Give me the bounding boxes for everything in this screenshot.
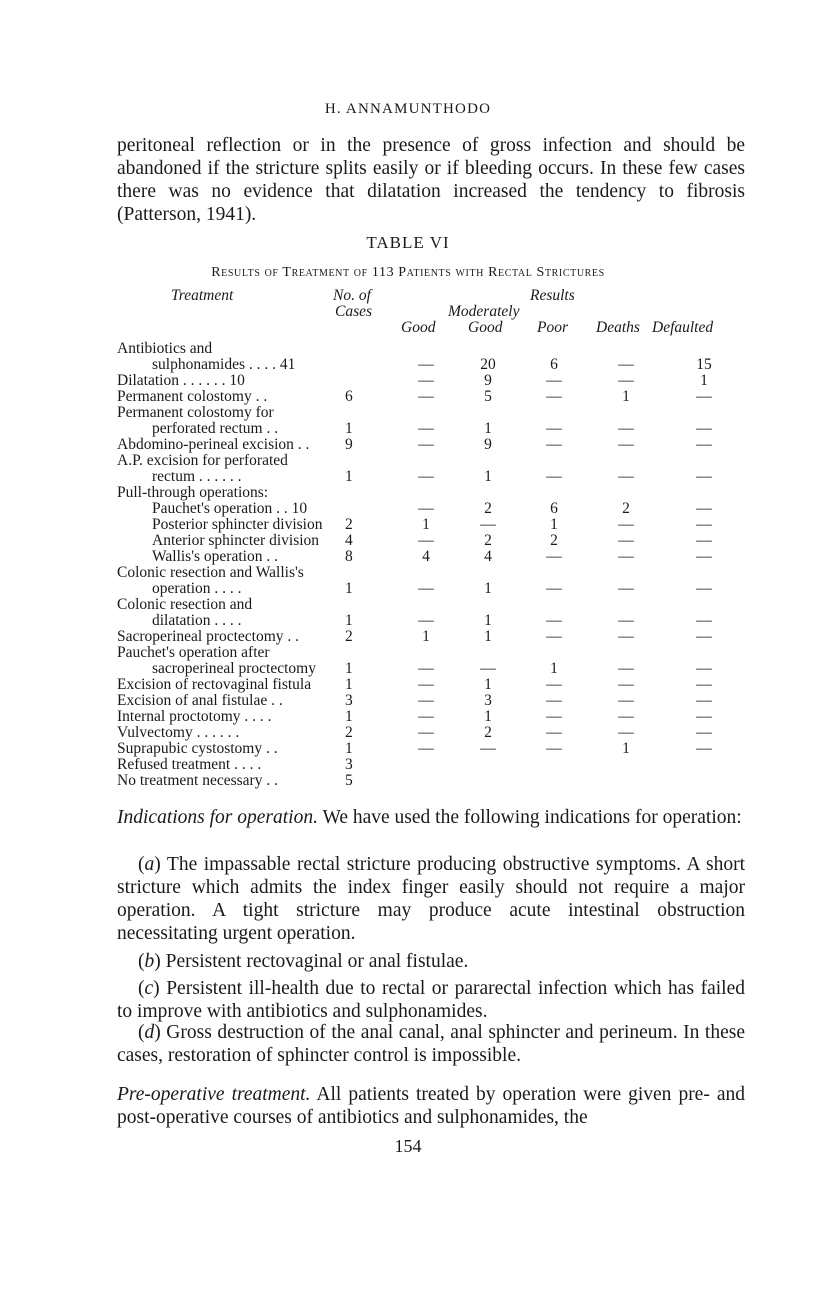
table-row	[117, 725, 745, 741]
moderately-good-cell: 9	[484, 372, 492, 389]
treatment-cell: Pull-through operations:	[117, 484, 269, 501]
table-row	[117, 565, 745, 581]
table-row	[117, 773, 745, 789]
good-cell: —	[418, 692, 434, 709]
cases-cell: 1	[345, 468, 353, 485]
moderately-good-cell: —	[480, 660, 496, 677]
moderately-good-cell	[457, 757, 519, 773]
item-a: (a) The impassable rectal stricture producing obstructive symptoms. A short stricture which admits the index finger easily should not require a major operation. A tight stricture may produce acute intestinal obstruction necessitating urgent operation.	[117, 854, 745, 944]
defaulted-cell: —	[696, 692, 712, 709]
good-cell	[395, 485, 457, 501]
cases-cell: 1	[345, 612, 353, 629]
moderately-good-cell: 9	[484, 436, 492, 453]
moderately-good-cell	[457, 565, 519, 581]
deaths-cell	[589, 597, 663, 613]
treatment-cell: Posterior sphincter division	[152, 516, 323, 533]
defaulted-cell	[663, 773, 745, 789]
poor-cell	[519, 645, 589, 661]
good-cell: —	[418, 612, 434, 629]
poor-cell	[519, 405, 589, 421]
item-d-letter: d	[144, 1022, 155, 1043]
moderately-good-cell: —	[480, 740, 496, 757]
treatment-cell: Colonic resection and	[117, 596, 253, 613]
treatment-cell: Suprapubic cystostomy . .	[117, 740, 278, 757]
moderately-good-cell: 1	[484, 612, 492, 629]
table-row	[117, 389, 745, 405]
cases-cell: 2	[345, 724, 353, 741]
table-row	[117, 501, 745, 517]
item-c: (c) Persistent ill-health due to rectal or pararectal infection which has failed to improve with antibiotics and sulphonamides.	[117, 978, 745, 1022]
moderately-good-cell	[457, 485, 519, 501]
cases-cell: 3	[345, 756, 353, 773]
good-cell: —	[418, 468, 434, 485]
defaulted-cell: —	[696, 532, 712, 549]
header-deaths: Deaths	[596, 319, 640, 336]
cases-cell	[345, 453, 395, 469]
cases-cell: 1	[345, 740, 353, 757]
moderately-good-cell: 1	[484, 580, 492, 597]
treatment-cell: Pauchet's operation after	[117, 644, 270, 661]
treatment-cell: rectum . . . . . .	[152, 468, 242, 485]
cases-cell: 2	[345, 628, 353, 645]
table-row	[117, 709, 745, 725]
good-cell: —	[418, 708, 434, 725]
item-a-letter: a	[144, 854, 155, 875]
item-c-letter: c	[144, 978, 154, 999]
table-row	[117, 533, 745, 549]
treatment-cell: Permanent colostomy . .	[117, 388, 268, 405]
deaths-cell: —	[618, 692, 634, 709]
good-cell: —	[418, 436, 434, 453]
moderately-good-cell: 2	[484, 500, 492, 517]
poor-cell: —	[546, 372, 562, 389]
good-cell	[395, 757, 457, 773]
good-cell: 4	[422, 548, 430, 565]
table-row	[117, 693, 745, 709]
treatment-cell: Anterior sphincter division	[152, 532, 320, 549]
moderately-good-cell	[457, 773, 519, 789]
item-a-text: The impassable rectal stricture producing obstructive symptoms. A short stricture which admits the index finger easily should not require a major operation. A tight stricture may produce acute intestinal obstruction necessitating urgent operation.	[117, 854, 745, 944]
defaulted-cell	[663, 485, 745, 501]
table-row	[117, 677, 745, 693]
table-row	[117, 645, 745, 661]
good-cell	[395, 565, 457, 581]
good-cell: —	[418, 356, 434, 373]
poor-cell: —	[546, 580, 562, 597]
defaulted-cell: —	[696, 516, 712, 533]
table-row	[117, 549, 745, 565]
defaulted-cell: —	[696, 612, 712, 629]
poor-cell: —	[546, 740, 562, 757]
good-cell	[395, 773, 457, 789]
defaulted-cell	[663, 645, 745, 661]
table-row	[117, 373, 745, 389]
moderately-good-cell	[457, 645, 519, 661]
poor-cell: 1	[550, 516, 558, 533]
treatment-cell: sulphonamides . . . . 41	[152, 356, 296, 373]
treatment-cell: Wallis's operation . .	[152, 548, 278, 565]
deaths-cell	[589, 645, 663, 661]
deaths-cell: —	[618, 676, 634, 693]
good-cell: —	[418, 372, 434, 389]
poor-cell: —	[546, 724, 562, 741]
defaulted-cell	[663, 597, 745, 613]
cases-cell: 4	[345, 532, 353, 549]
deaths-cell	[589, 565, 663, 581]
header-poor: Poor	[537, 319, 568, 336]
good-cell: —	[418, 580, 434, 597]
poor-cell: —	[546, 388, 562, 405]
deaths-cell: —	[618, 420, 634, 437]
table-caption: Results of Treatment of 113 Patients with Rectal Strictures	[211, 265, 605, 280]
defaulted-cell	[663, 757, 745, 773]
good-cell: —	[418, 676, 434, 693]
deaths-cell: —	[618, 468, 634, 485]
defaulted-cell: —	[696, 724, 712, 741]
poor-cell	[519, 757, 589, 773]
defaulted-cell: —	[696, 628, 712, 645]
treatment-cell: Antibiotics and	[117, 340, 213, 357]
cases-cell: 3	[345, 692, 353, 709]
defaulted-cell: —	[696, 660, 712, 677]
table-row	[117, 405, 745, 421]
deaths-cell: —	[618, 372, 634, 389]
poor-cell: —	[546, 628, 562, 645]
table-row	[117, 453, 745, 469]
table-row	[117, 661, 745, 677]
cases-cell: 1	[345, 580, 353, 597]
header-cases-line2: Cases	[335, 303, 373, 320]
running-head: H. ANNAMUNTHODO	[324, 101, 492, 117]
cases-cell	[345, 341, 395, 357]
cases-cell: 8	[345, 548, 353, 565]
defaulted-cell	[663, 565, 745, 581]
cases-cell: 9	[345, 436, 353, 453]
table-row	[117, 421, 745, 437]
table-row	[117, 357, 745, 373]
treatment-cell: Excision of rectovaginal fistula	[117, 676, 312, 693]
moderately-good-cell: —	[480, 516, 496, 533]
treatment-cell: Colonic resection and Wallis's	[117, 564, 304, 581]
table-row	[117, 437, 745, 453]
moderately-good-cell: 1	[484, 468, 492, 485]
page-number: 154	[394, 1136, 422, 1156]
indications-heading: Indications for operation.	[117, 807, 318, 828]
table-row	[117, 741, 745, 757]
deaths-cell: —	[618, 708, 634, 725]
poor-cell: —	[546, 612, 562, 629]
table-row	[117, 597, 745, 613]
poor-cell	[519, 773, 589, 789]
defaulted-cell	[663, 453, 745, 469]
cases-cell	[345, 485, 395, 501]
defaulted-cell: —	[696, 708, 712, 725]
poor-cell: —	[546, 708, 562, 725]
item-b: (b) Persistent rectovaginal or anal fistulae.	[138, 951, 469, 972]
defaulted-cell: —	[696, 580, 712, 597]
header-cases-line1: No. of	[333, 287, 371, 304]
treatment-cell: Abdomino-perineal excision . .	[117, 436, 310, 453]
good-cell	[395, 645, 457, 661]
defaulted-cell: —	[696, 420, 712, 437]
item-c-text: Persistent ill-health due to rectal or pararectal infection which has failed to improve with antibiotics and sulphonamides.	[117, 978, 745, 1022]
header-defaulted: Defaulted	[652, 319, 714, 336]
defaulted-cell	[663, 405, 745, 421]
good-cell: —	[418, 660, 434, 677]
poor-cell: 1	[550, 660, 558, 677]
header-results: Results	[530, 287, 575, 304]
deaths-cell: —	[618, 516, 634, 533]
table-row	[117, 341, 745, 357]
table-row	[117, 485, 745, 501]
deaths-cell	[589, 757, 663, 773]
deaths-cell: —	[618, 628, 634, 645]
treatment-cell: Pauchet's operation . . 10	[152, 500, 308, 517]
deaths-cell	[589, 453, 663, 469]
treatment-cell: operation . . . .	[152, 580, 242, 597]
treatment-cell: Internal proctotomy . . . .	[117, 708, 272, 725]
good-cell	[395, 453, 457, 469]
good-cell: —	[418, 388, 434, 405]
poor-cell	[519, 453, 589, 469]
defaulted-cell: 1	[700, 372, 708, 389]
good-cell: 1	[422, 628, 430, 645]
poor-cell: —	[546, 436, 562, 453]
treatment-cell: perforated rectum . .	[152, 420, 279, 437]
deaths-cell: —	[618, 612, 634, 629]
deaths-cell: —	[618, 356, 634, 373]
poor-cell	[519, 565, 589, 581]
good-cell: —	[418, 740, 434, 757]
defaulted-cell: —	[696, 548, 712, 565]
good-cell: —	[418, 500, 434, 517]
poor-cell	[519, 341, 589, 357]
header-treatment: Treatment	[171, 287, 234, 304]
good-cell: 1	[422, 516, 430, 533]
poor-cell: 6	[550, 356, 558, 373]
moderately-good-cell: 1	[484, 676, 492, 693]
defaulted-cell: 15	[696, 356, 712, 373]
deaths-cell: —	[618, 660, 634, 677]
moderately-good-cell: 2	[484, 532, 492, 549]
cases-cell: 1	[345, 660, 353, 677]
table-row	[117, 469, 745, 485]
deaths-cell	[589, 341, 663, 357]
treatment-cell: dilatation . . . .	[152, 612, 242, 629]
treatment-cell: Refused treatment . . . .	[117, 756, 262, 773]
defaulted-cell	[663, 341, 745, 357]
cases-cell: 1	[345, 676, 353, 693]
poor-cell: —	[546, 548, 562, 565]
moderately-good-cell	[457, 453, 519, 469]
poor-cell: —	[546, 420, 562, 437]
table-row	[117, 613, 745, 629]
treatment-cell: A.P. excision for perforated	[117, 452, 288, 469]
good-cell: —	[418, 724, 434, 741]
moderately-good-cell: 4	[484, 548, 492, 565]
table-row	[117, 517, 745, 533]
deaths-cell	[589, 405, 663, 421]
moderately-good-cell: 3	[484, 692, 492, 709]
deaths-cell: 2	[622, 500, 630, 517]
table-row	[117, 581, 745, 597]
defaulted-cell: —	[696, 500, 712, 517]
moderately-good-cell: 5	[484, 388, 492, 405]
treatment-cell: No treatment necessary . .	[117, 772, 278, 789]
cases-cell	[345, 565, 395, 581]
deaths-cell: 1	[622, 740, 630, 757]
header-good: Good	[401, 319, 436, 336]
moderately-good-cell: 1	[484, 420, 492, 437]
indications-paragraph	[117, 806, 745, 829]
good-cell	[395, 597, 457, 613]
good-cell: —	[418, 532, 434, 549]
poor-cell	[519, 485, 589, 501]
deaths-cell: 1	[622, 388, 630, 405]
item-b-text: Persistent rectovaginal or anal fistulae.	[160, 951, 469, 972]
moderately-good-cell	[457, 597, 519, 613]
good-cell	[395, 341, 457, 357]
item-b-letter: b	[144, 951, 155, 972]
treatment-cell: Sacroperineal proctectomy . .	[117, 628, 300, 645]
table-row	[117, 757, 745, 773]
good-cell: —	[418, 420, 434, 437]
poor-cell	[519, 597, 589, 613]
cases-cell: 5	[345, 772, 353, 789]
preop-paragraph	[117, 1083, 745, 1129]
header-moderately-good: Good	[468, 319, 503, 336]
defaulted-cell: —	[696, 740, 712, 757]
treatment-cell: Permanent colostomy for	[117, 404, 274, 421]
cases-cell: 6	[345, 388, 353, 405]
deaths-cell: —	[618, 532, 634, 549]
cases-cell	[345, 405, 395, 421]
poor-cell: —	[546, 468, 562, 485]
poor-cell: 2	[550, 532, 558, 549]
preop-text: All patients treated by operation were given pre- and post-operative courses of antibiotics and sulphonamides, the	[117, 1084, 746, 1128]
defaulted-cell: —	[696, 676, 712, 693]
defaulted-cell: —	[696, 436, 712, 453]
moderately-good-cell: 20	[480, 356, 496, 373]
cases-cell: 1	[345, 420, 353, 437]
moderately-good-cell	[457, 405, 519, 421]
good-cell	[395, 405, 457, 421]
deaths-cell: —	[618, 724, 634, 741]
deaths-cell: —	[618, 580, 634, 597]
cases-cell: 1	[345, 708, 353, 725]
poor-cell: —	[546, 692, 562, 709]
deaths-cell: —	[618, 436, 634, 453]
moderately-good-cell	[457, 341, 519, 357]
treatment-cell: sacroperineal proctectomy	[152, 660, 316, 677]
indications-text: We have used the following indications for operation:	[317, 807, 742, 828]
table-row	[117, 629, 745, 645]
deaths-cell: —	[618, 548, 634, 565]
moderately-good-cell: 1	[484, 708, 492, 725]
treatment-cell: Vulvectomy . . . . . .	[117, 724, 240, 741]
defaulted-cell: —	[696, 388, 712, 405]
treatment-cell: Excision of anal fistulae . .	[117, 692, 283, 709]
deaths-cell	[589, 773, 663, 789]
preop-heading: Pre-operative treatment.	[117, 1084, 311, 1105]
item-d-text: Gross destruction of the anal canal, anal sphincter and perineum. In these cases, restoration of sphincter control is impossible.	[117, 1022, 745, 1066]
poor-cell: —	[546, 676, 562, 693]
poor-cell: 6	[550, 500, 558, 517]
moderately-good-cell: 1	[484, 628, 492, 645]
cases-cell: 2	[345, 516, 353, 533]
intro-paragraph: peritoneal reflection or in the presence of gross infection and should be abandoned if the stricture splits easily or if bleeding occurs. In these few cases there was no evidence that dilatation increased the tendency to fibrosis (Patterson, 1941).	[117, 135, 745, 225]
item-d: (d) Gross destruction of the anal canal, anal sphincter and perineum. In these cases, restoration of sphincter control is impossible.	[117, 1022, 745, 1066]
moderately-good-cell: 2	[484, 724, 492, 741]
header-moderately: Moderately	[448, 303, 520, 320]
cases-cell	[345, 645, 395, 661]
treatment-cell: Dilatation . . . . . . 10	[117, 372, 245, 389]
cases-cell	[345, 597, 395, 613]
results-table	[117, 341, 745, 789]
defaulted-cell: —	[696, 468, 712, 485]
deaths-cell	[589, 485, 663, 501]
table-title: TABLE VI	[366, 233, 450, 252]
